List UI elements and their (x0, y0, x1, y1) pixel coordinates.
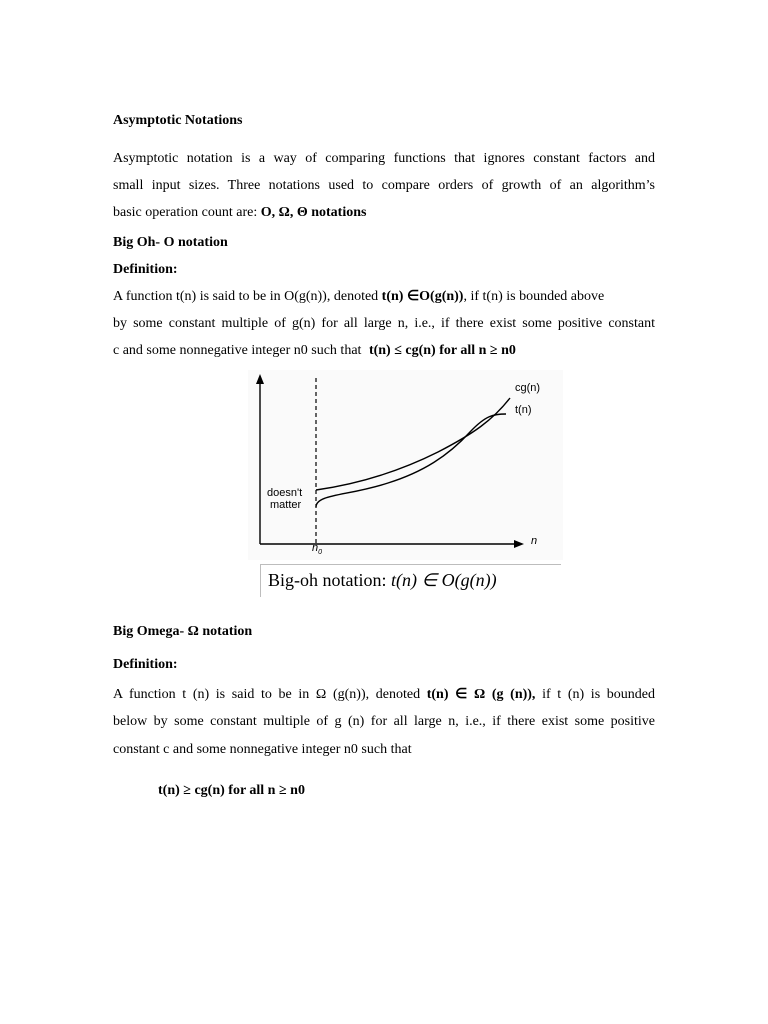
big-omega-definition-label: Definition: (113, 657, 178, 672)
x-axis-label: n (531, 535, 538, 547)
intro-line-3 (113, 205, 366, 221)
big-omega-heading: Big Omega- Ω notation (113, 624, 253, 639)
big-oh-condition: t(n) ≤ cg(n) for all n ≥ n0 (368, 343, 516, 358)
t-n-label: t(n) (515, 404, 532, 416)
big-oh-definition-label: Definition: (113, 262, 178, 277)
big-omega-line-1-b: if t (n) is bounded (542, 687, 655, 702)
big-oh-line-1 (113, 288, 604, 305)
big-oh-line-3-text: c and some nonnegative integer n0 such that (113, 343, 362, 358)
n0-label-n: n (312, 542, 319, 554)
big-oh-line-2: by some constant multiple of g(n) for all large n, i.e., if there exist some positive constant (113, 316, 655, 331)
big-oh-line-1-a: A function t(n) is said to be in O(g(n)), denoted (113, 289, 379, 304)
graph-background (248, 370, 563, 560)
intro-line-1: Asymptotic notation is a way of comparing functions that ignores constant factors and (113, 151, 655, 166)
big-oh-line-3 (113, 343, 516, 359)
figure-caption (268, 570, 497, 591)
doesnt-matter-label-2: matter (270, 499, 302, 511)
n0-label-sub: 0 (318, 549, 323, 557)
caption-formula: t(n) ∈ O(g(n)) (391, 570, 497, 590)
caption-prefix: Big-oh notation: (268, 570, 387, 590)
n0-label (312, 542, 322, 556)
big-oh-figure (248, 370, 563, 597)
big-oh-line-1-b: , if t(n) is bounded above (463, 289, 605, 304)
intro-line-2: small input sizes. Three notations used to compare orders of growth of an algorithm’s (113, 178, 655, 193)
big-omega-membership: t(n) ∈ Ω (g (n)), (426, 687, 536, 702)
big-omega-line-2: below by some constant multiple of g (n) for all large n, i.e., if there exist some positive (113, 714, 655, 729)
big-omega-line-1-a: A function t (n) is said to be in Ω (g(n)), denoted (113, 687, 421, 702)
big-omega-line-3: constant c and some nonnegative integer n0 such that (113, 742, 412, 757)
intro-line-3-text: basic operation count are: (113, 205, 258, 220)
big-omega-condition: t(n) ≥ cg(n) for all n ≥ n0 (158, 783, 305, 798)
big-oh-membership: t(n) ∈O(g(n)) (381, 289, 464, 304)
doesnt-matter-label-1: doesn't (267, 487, 303, 499)
notations-list: O, Ω, Θ notations (260, 205, 367, 220)
cg-n-label: cg(n) (515, 382, 541, 394)
big-oh-heading: Big Oh- O notation (113, 235, 228, 250)
big-omega-line-1 (113, 686, 655, 703)
page-title: Asymptotic Notations (113, 113, 243, 128)
